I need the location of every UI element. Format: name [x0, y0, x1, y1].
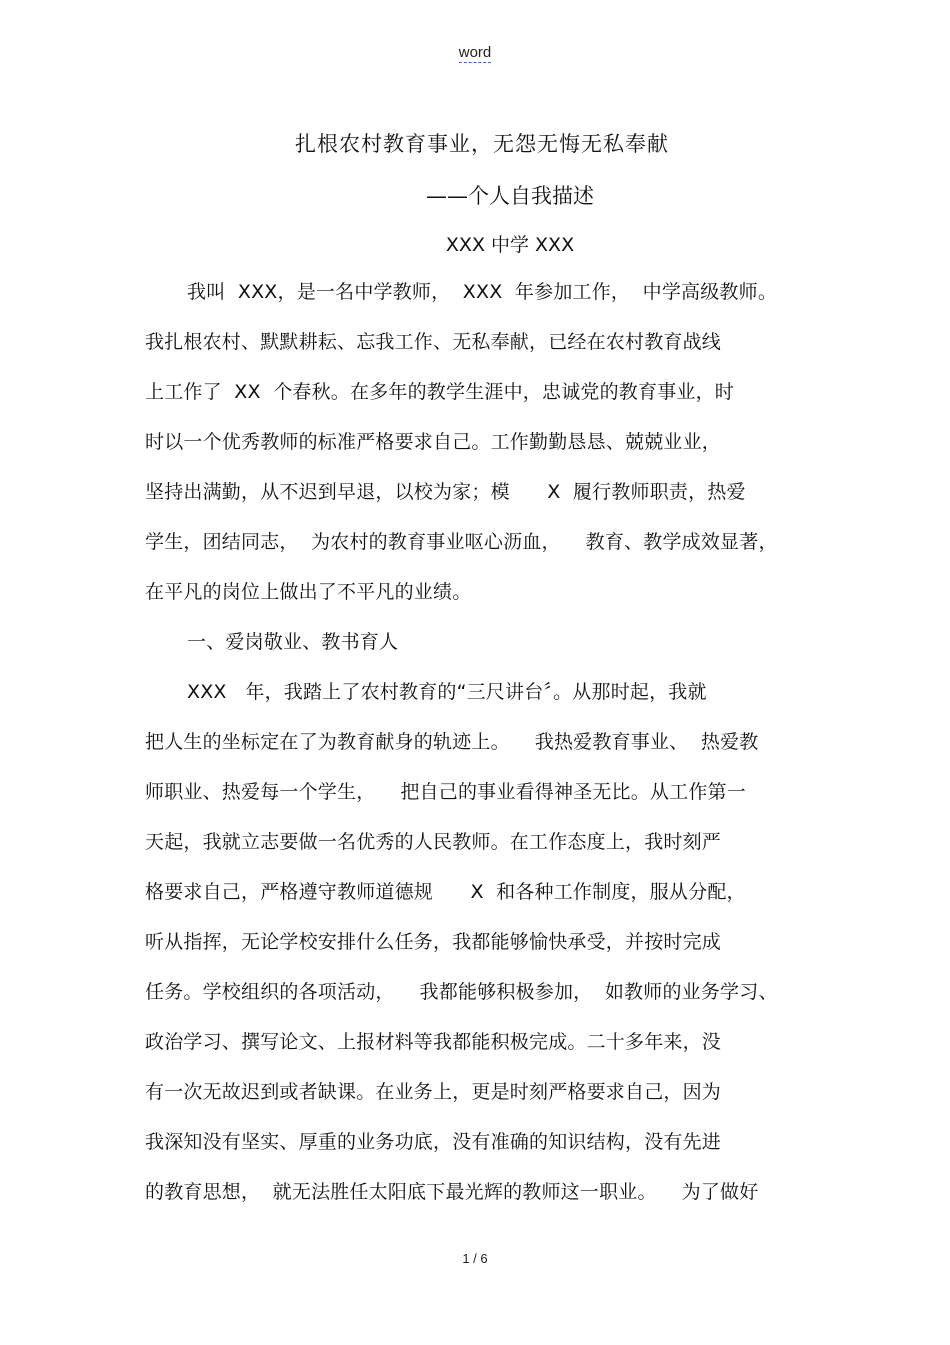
- body-line: 的教育思想， 就无法胜任太阳底下最光辉的教师这一职业。 为了做好: [145, 1181, 759, 1203]
- body-line: 把人生的坐标定在了为教育献身的轨迹上。 我热爱教育事业、 热爱教: [145, 731, 759, 753]
- body-line: 政治学习、撰写论文、上报材料等我都能积极完成。二十多年来，没: [145, 1031, 722, 1053]
- document-author: XXX 中学 XXX: [445, 234, 575, 256]
- body-line: 天起，我就立志要做一名优秀的人民教师。在工作态度上，我时刻严: [145, 831, 722, 853]
- body-line: 学生，团结同志， 为农村的教育事业呕心沥血， 教育、教学成效显著，: [145, 531, 778, 553]
- page-number: 1 / 6: [462, 1251, 488, 1266]
- body-line: 我叫 XXX，是一名中学教师， XXX 年参加工作， 中学高级教师。: [187, 281, 778, 303]
- document-subtitle: ——个人自我描述: [426, 184, 594, 208]
- body-line: XXX 年，我踏上了农村教育的“三尺讲台〞。从那时起，我就: [187, 681, 707, 703]
- body-line: 听从指挥，无论学校安排什么任务，我都能够愉快承受，并按时完成: [145, 931, 722, 953]
- page-header: [0, 44, 950, 61]
- body-line: 任务。学校组织的各项活动， 我都能够积极参加， 如教师的业务学习、: [145, 981, 778, 1003]
- body-line: 在平凡的岗位上做出了不平凡的业绩。: [145, 581, 472, 603]
- body-line: 我深知没有坚实、厚重的业务功底，没有准确的知识结构，没有先进: [145, 1131, 722, 1153]
- body-line: 我扎根农村、默默耕耘、忘我工作、无私奉献，已经在农村教育战线: [145, 331, 722, 353]
- header-label: word: [458, 44, 492, 61]
- body-line: 师职业、热爱每一个学生， 把自己的事业看得神圣无比。从工作第一: [145, 781, 746, 803]
- document-body: [145, 278, 810, 1228]
- body-line: 坚持出满勤，从不迟到早退，以校为家；模 X 履行教师职责，热爱: [145, 481, 746, 503]
- body-line: 时以一个优秀教师的标准严格要求自己。工作勤勤恳恳、兢兢业业，: [145, 431, 722, 453]
- body-line: 有一次无故迟到或者缺课。在业务上，更是时刻严格要求自己，因为: [145, 1081, 722, 1103]
- body-line: 格要求自己，严格遵守教师道德规 X 和各种工作制度，服从分配，: [145, 881, 746, 903]
- body-line: 上工作了 XX 个春秋。在多年的教学生涯中，忠诚党的教育事业，时: [145, 381, 734, 403]
- document-title: 扎根农村教育事业，无怨无悔无私奉献: [295, 132, 669, 156]
- section-heading: 一、爱岗敬业、教书育人: [187, 631, 399, 653]
